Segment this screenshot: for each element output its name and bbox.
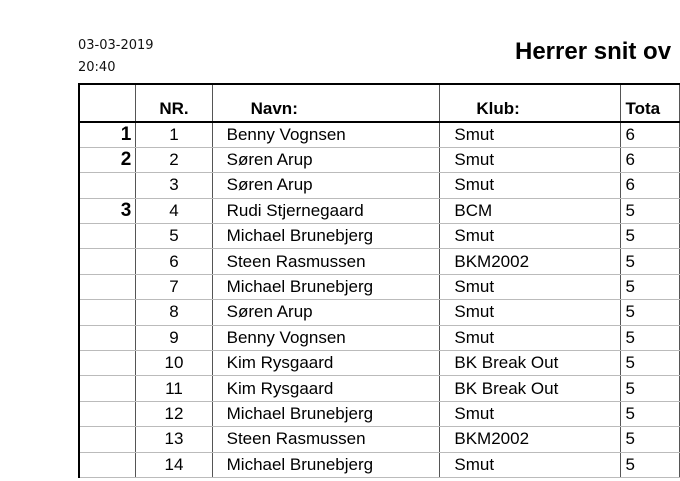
name-cell: Søren Arup — [212, 147, 440, 172]
nr-cell: 6 — [136, 249, 212, 274]
place-cell — [79, 300, 136, 325]
table-row — [79, 147, 680, 172]
club-cell: Smut — [440, 452, 621, 477]
total-cell: 5 — [621, 401, 680, 426]
name-cell: Rudi Stjernegaard — [212, 198, 440, 223]
place-cell — [79, 249, 136, 274]
total-cell: 5 — [621, 249, 680, 274]
name-cell: Michael Brunebjerg — [212, 224, 440, 249]
total-cell: 6 — [621, 147, 680, 172]
table-row — [79, 224, 680, 249]
total-cell: 5 — [621, 325, 680, 350]
club-cell: Smut — [440, 173, 621, 198]
column-header-klub: Klub: — [440, 84, 621, 122]
club-cell: BK Break Out — [440, 376, 621, 401]
page-title: Herrer snit ov — [515, 38, 672, 65]
name-cell: Kim Rysgaard — [212, 376, 440, 401]
total-cell: 5 — [621, 224, 680, 249]
place-cell — [79, 274, 136, 299]
table-row — [79, 401, 680, 426]
table-row — [79, 249, 680, 274]
name-cell: Søren Arup — [212, 300, 440, 325]
total-cell: 5 — [621, 427, 680, 452]
table-row — [79, 198, 680, 223]
column-header-total: Tota — [621, 84, 680, 122]
total-cell: 5 — [621, 376, 680, 401]
nr-cell: 12 — [136, 401, 212, 426]
column-header-nr: NR. — [136, 84, 212, 122]
nr-cell: 10 — [136, 351, 212, 376]
print-date: 03-03-2019 — [78, 38, 154, 53]
table-row — [79, 300, 680, 325]
club-cell: Smut — [440, 147, 621, 172]
place-cell: 2 — [79, 147, 136, 172]
nr-cell: 11 — [136, 376, 212, 401]
place-cell — [79, 173, 136, 198]
table-row — [79, 274, 680, 299]
club-cell: Smut — [440, 122, 621, 147]
club-cell: BKM2002 — [440, 427, 621, 452]
name-cell: Benny Vognsen — [212, 122, 440, 147]
column-header-place — [79, 84, 136, 122]
name-cell: Michael Brunebjerg — [212, 274, 440, 299]
total-cell: 5 — [621, 300, 680, 325]
place-cell — [79, 376, 136, 401]
nr-cell: 2 — [136, 147, 212, 172]
place-cell — [79, 452, 136, 477]
name-cell: Kim Rysgaard — [212, 351, 440, 376]
nr-cell: 9 — [136, 325, 212, 350]
name-cell: Søren Arup — [212, 173, 440, 198]
place-cell — [79, 325, 136, 350]
name-cell: Michael Brunebjerg — [212, 401, 440, 426]
total-cell: 6 — [621, 173, 680, 198]
column-header-navn: Navn: — [212, 84, 440, 122]
place-cell — [79, 427, 136, 452]
results-table — [78, 83, 680, 478]
total-cell: 5 — [621, 198, 680, 223]
nr-cell: 13 — [136, 427, 212, 452]
club-cell: Smut — [440, 300, 621, 325]
total-cell: 5 — [621, 452, 680, 477]
table-row — [79, 351, 680, 376]
club-cell: Smut — [440, 274, 621, 299]
name-cell: Michael Brunebjerg — [212, 452, 440, 477]
club-cell: BCM — [440, 198, 621, 223]
place-cell — [79, 351, 136, 376]
table-row — [79, 452, 680, 477]
nr-cell: 8 — [136, 300, 212, 325]
nr-cell: 5 — [136, 224, 212, 249]
total-cell: 5 — [621, 274, 680, 299]
place-cell: 1 — [79, 122, 136, 147]
name-cell: Steen Rasmussen — [212, 427, 440, 452]
print-time: 20:40 — [78, 60, 116, 75]
club-cell: BK Break Out — [440, 351, 621, 376]
table-row — [79, 173, 680, 198]
place-cell: 3 — [79, 198, 136, 223]
club-cell: Smut — [440, 401, 621, 426]
place-cell — [79, 401, 136, 426]
table-row — [79, 427, 680, 452]
nr-cell: 4 — [136, 198, 212, 223]
nr-cell: 1 — [136, 122, 212, 147]
place-cell — [79, 224, 136, 249]
nr-cell: 7 — [136, 274, 212, 299]
club-cell: Smut — [440, 224, 621, 249]
table-row — [79, 122, 680, 147]
nr-cell: 14 — [136, 452, 212, 477]
table-row — [79, 376, 680, 401]
nr-cell: 3 — [136, 173, 212, 198]
club-cell: Smut — [440, 325, 621, 350]
name-cell: Steen Rasmussen — [212, 249, 440, 274]
club-cell: BKM2002 — [440, 249, 621, 274]
table-header-row — [79, 84, 680, 122]
total-cell: 5 — [621, 351, 680, 376]
table-row — [79, 325, 680, 350]
total-cell: 6 — [621, 122, 680, 147]
name-cell: Benny Vognsen — [212, 325, 440, 350]
